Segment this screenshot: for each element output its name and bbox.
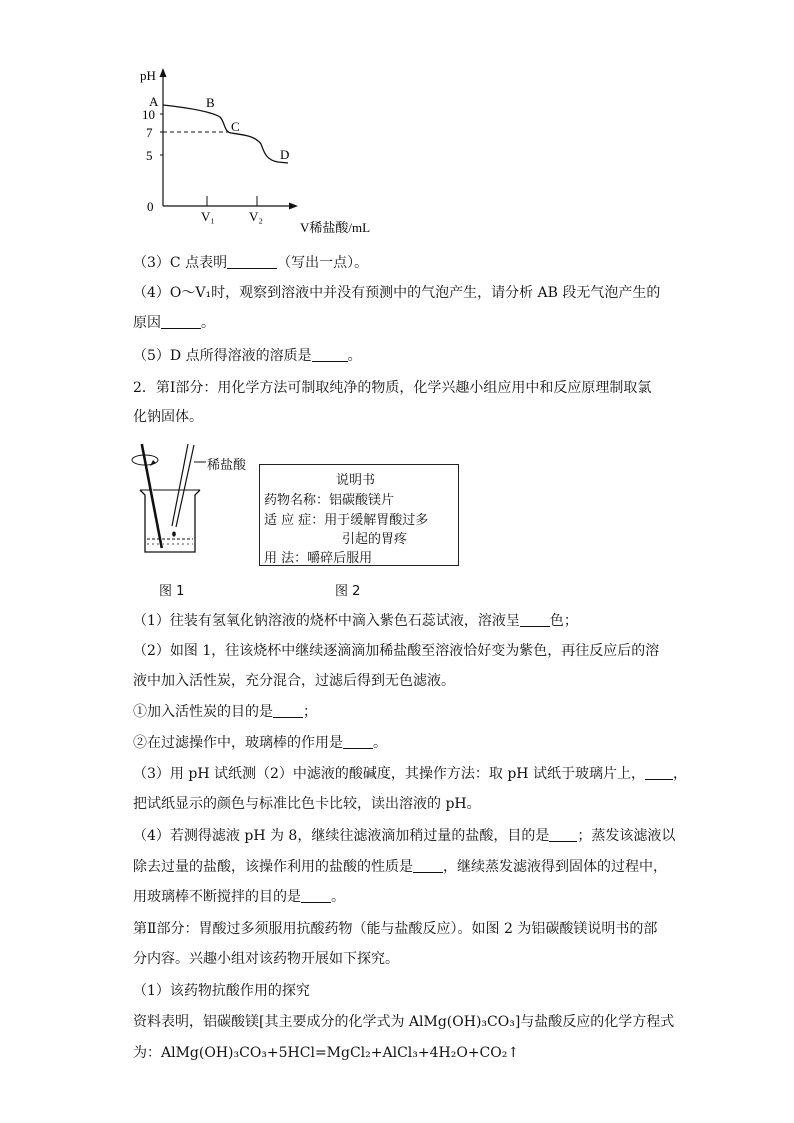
figure-2-manual	[259, 464, 459, 566]
y-tick-5: 5	[146, 148, 153, 163]
ph-chart	[130, 62, 400, 242]
part2-intro-line2: 分内容。兴趣小组对该药物开展如下探究。	[133, 951, 399, 967]
answer-blank[interactable]	[161, 314, 201, 329]
origin-label: 0	[147, 199, 154, 214]
manual-row-name: 药物名称：铝碳酸镁片	[264, 493, 395, 508]
figure-1-label: 图 1	[159, 584, 185, 599]
p2-question-2a: ①加入活性炭的目的是 ；	[133, 704, 317, 720]
p2-question-2-line1: （2）如图 1，往该烧杯中继续逐滴滴加稀盐酸至溶液恰好变为紫色，再往反应后的溶	[133, 643, 660, 659]
problem-2-intro-line1: 2．第Ⅰ部分：用化学方法可制取纯净的物质，化学兴趣小组应用中和反应原理制取氯	[133, 380, 652, 396]
question-4-line2: 原因 。	[133, 315, 215, 331]
answer-blank[interactable]	[227, 254, 277, 269]
point-d-label: D	[280, 147, 290, 162]
part2-info-line1: 资料表明，铝碳酸镁[其主要成分的化学式为 AlMg(OH)₃CO₃]与盐酸反应的化学方程式	[133, 1014, 675, 1030]
p2-question-2b: ②在过滤操作中，玻璃棒的作用是 。	[133, 735, 387, 751]
x-tick-v2: V₂	[249, 209, 263, 224]
p2-question-4-line3: 用玻璃棒不断搅拌的目的是 。	[133, 889, 345, 905]
stir-arrow-head	[150, 460, 156, 466]
question-4-line1: （4）O～V₁时，观察到溶液中并没有预测中的气泡产生，请分析 AB 段无气泡产生的	[133, 285, 661, 301]
answer-blank[interactable]	[645, 765, 673, 780]
y-axis-label: pH	[140, 68, 156, 83]
p2-question-2-line2: 液中加入活性炭，充分混合，过滤后得到无色滤液。	[133, 673, 455, 689]
x-axis-label: V稀盐酸/mL	[300, 220, 371, 235]
y-axis-arrow	[160, 68, 167, 77]
question-3: （3）C 点表明 （写出一点）。	[133, 255, 369, 271]
p2-question-1: （1）往装有氢氧化钠溶液的烧杯中滴入紫色石蕊试液，溶液呈 色；	[133, 613, 578, 629]
answer-blank[interactable]	[549, 827, 577, 842]
point-a-label: A	[149, 94, 159, 109]
part2-subheading-1: （1）该药物抗酸作用的探究	[133, 983, 310, 999]
fig1-reagent-label: 稀盐酸	[207, 458, 247, 473]
stirring-rod-highlight	[144, 444, 164, 548]
answer-blank[interactable]	[413, 858, 443, 873]
manual-title: 说明书	[336, 473, 376, 488]
p2-question-4-line2: 除去过量的盐酸，该操作利用的盐酸的性质是 ，继续蒸发滤液得到固体的过程中，	[133, 859, 667, 875]
answer-blank[interactable]	[312, 347, 348, 362]
answer-blank[interactable]	[343, 734, 373, 749]
x-axis-arrow	[289, 203, 298, 210]
answer-blank[interactable]	[301, 888, 331, 903]
p2-question-3-line1: （3）用 pH 试纸测（2）中滤液的酸碱度，其操作方法：取 pH 试纸于玻璃片上， ，	[133, 766, 687, 782]
manual-row-indication: 适 应 症：用于缓解胃酸过多	[264, 513, 429, 528]
y-tick-7: 7	[146, 125, 153, 140]
p2-question-3-line2: 把试纸显示的颜色与标准比色卡比较，读出溶液的 pH。	[133, 796, 481, 812]
part2-equation: 为：AlMg(OH)₃CO₃+5HCl=MgCl₂+AlCl₃+4H₂O+CO₂↑	[133, 1045, 520, 1061]
beaker-outline	[140, 490, 200, 552]
droplet	[172, 531, 176, 536]
ph-curve	[163, 105, 288, 163]
point-b-label: B	[206, 95, 215, 110]
x-tick-v1: V₁	[201, 209, 215, 224]
point-c-label: C	[231, 119, 240, 134]
y-tick-10: 10	[142, 107, 155, 122]
p2-question-4-line1: （4）若测得滤液 pH 为 8，继续往滤液滴加稍过量的盐酸，目的是 ；蒸发该滤液以	[133, 828, 676, 844]
manual-row-indication-cont: 引起的胃疼	[342, 532, 408, 547]
part2-intro-line1: 第Ⅱ部分：胃酸过多须服用抗酸药物（能与盐酸反应）。如图 2 为铝碳酸镁说明书的部	[133, 921, 658, 937]
answer-blank[interactable]	[273, 703, 303, 718]
answer-blank[interactable]	[520, 612, 550, 627]
manual-row-usage: 用 法：嚼碎后服用	[264, 551, 373, 566]
figure-2-label: 图 2	[335, 584, 361, 599]
problem-2-intro-line2: 化钠固体。	[133, 409, 203, 425]
question-5: （5）D 点所得溶液的溶质是 。	[133, 348, 362, 364]
